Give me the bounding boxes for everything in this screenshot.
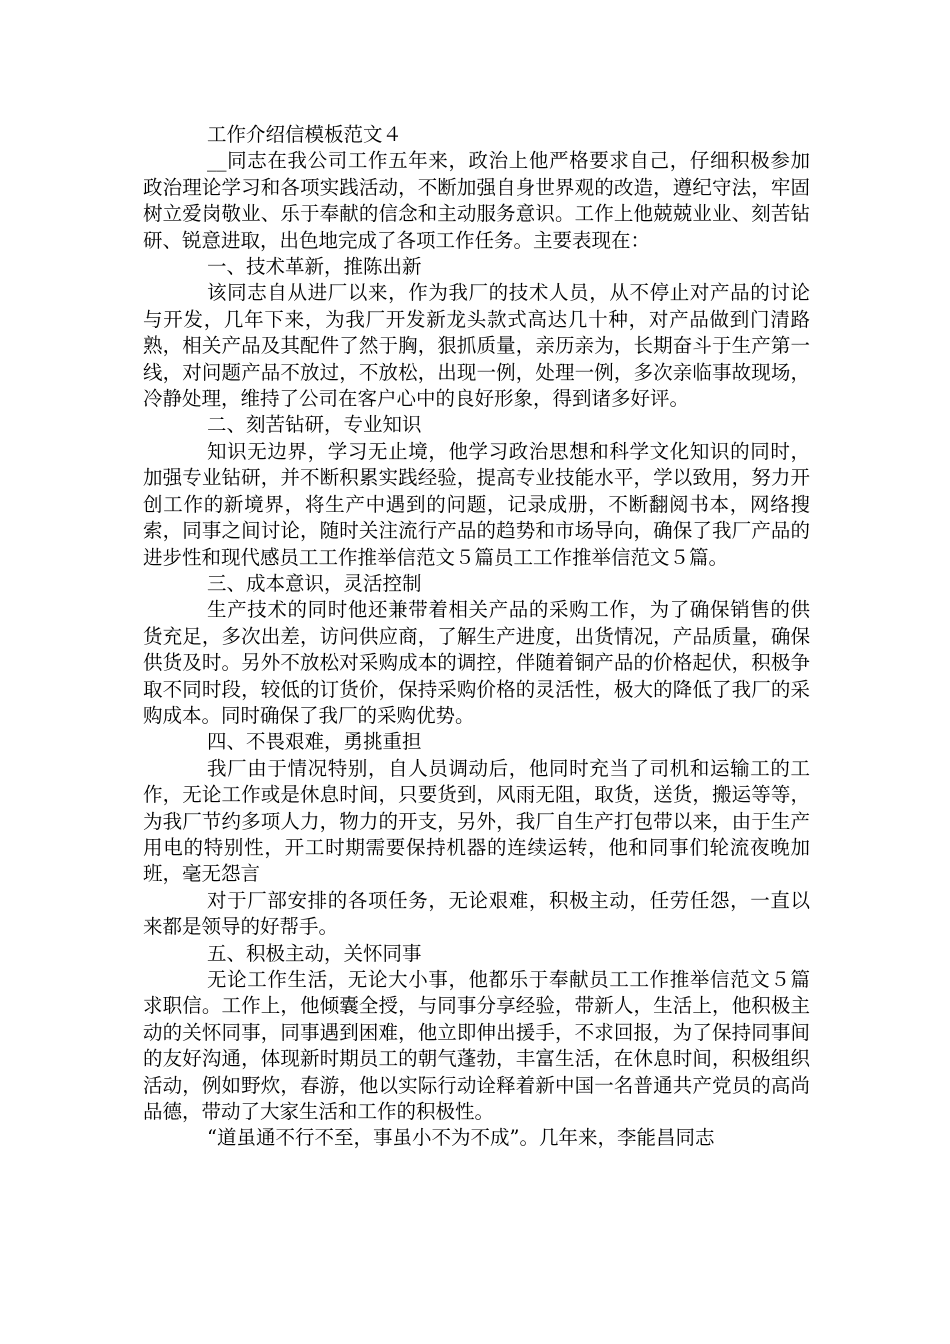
section-heading-1: 一、技术革新，推陈出新: [207, 255, 422, 279]
paragraph-section-3: 生产技术的同时他还兼带着相关产品的采购工作，为了确保销售的供货充足，多次出差，访问供应商，了解生产进度，出货情况，产品质量，确保供货及时。另外不放松对采购成本的调控，伴随着铜产品的价格起伏，积极争取不同时段，较低的订货价，保持采购价格的灵活性，极大的降低了我厂的采购成本。同时确保了我厂的采购优势。: [143, 598, 810, 727]
section-heading-4: 四、不畏艰难，勇挑重担: [207, 730, 422, 754]
paragraph-section-4a: 我厂由于情况特别，自人员调动后，他同时充当了司机和运输工的工作，无论工作或是休息时间，只要货到，风雨无阻，取货，送货，搬运等等，为我厂节约多项人力，物力的开支，另外，我厂自生产打包带以来，由于生产用电的特别性，开工时期需要保持机器的连续运转，他和同事们轮流夜晚加班，毫无怨言: [143, 756, 810, 886]
paragraph-closing: “道虽通不行不至，事虽小不为不成”。几年来，李能昌同志: [207, 1126, 715, 1150]
paragraph-section-4b: 对于厂部安排的各项任务，无论艰难，积极主动，任劳任怨，一直以来都是领导的好帮手。: [143, 888, 810, 939]
paragraph-section-5: 无论工作生活，无论大小事，他都乐于奉献员工工作推举信范文５篇求职信。工作上，他倾囊全授，与同事分享经验，带新人，生活上，他积极主动的关怀同事，同事遇到困难，他立即伸出援手，不求回报，为了保持同事间的友好沟通，体现新时期员工的朝气蓬勃，丰富生活，在休息时间，积极组织活动，例如野炊，春游，他以实际行动诠释着新中国一名普通共产党员的高尚品德，带动了大家生活和工作的积极性。: [143, 968, 810, 1124]
paragraph-section-2: 知识无边界，学习无止境，他学习政治思想和科学文化知识的同时，加强专业钻研，并不断积累实践经验，提高专业技能水平，学以致用，努力开创工作的新境界，将生产中遇到的问题，记录成册，不断翻阅书本，网络搜索，同事之间讨论，随时关注流行产品的趋势和市场导向，确保了我厂产品的进步性和现代感员工工作推举信范文５篇员工工作推举信范文５篇。: [143, 439, 810, 569]
section-heading-3: 三、成本意识，灵活控制: [207, 571, 422, 595]
paragraph-section-1: 该同志自从进厂以来，作为我厂的技术人员，从不停止对产品的讨论与开发，几年下来，为我厂开发新龙头款式高达几十种，对产品做到门清路熟，相关产品及其配件了然于胸，狠抓质量，亲历亲为，长期奋斗于生产第一线，对问题产品不放过，不放松，出现一例，处理一例，多次亲临事故现场，冷静处理，维持了公司在客户心中的良好形象，得到诸多好评。: [143, 281, 810, 411]
paragraph-intro: __同志在我公司工作五年来，政治上他严格要求自己，仔细积极参加政治理论学习和各项实践活动，不断加强自身世界观的改造，遵纪守法，牢固树立爱岗敬业、乐于奉献的信念和主动服务意识。工作上他兢兢业业、刻苦钻研、锐意进取，出色地完成了各项工作任务。主要表现在：: [143, 149, 810, 252]
document-title: 工作介绍信模板范文４: [207, 123, 403, 146]
section-heading-2: 二、刻苦钻研，专业知识: [207, 413, 422, 437]
document-body: [143, 122, 810, 1152]
section-heading-5: 五、积极主动，关怀同事: [207, 941, 422, 965]
